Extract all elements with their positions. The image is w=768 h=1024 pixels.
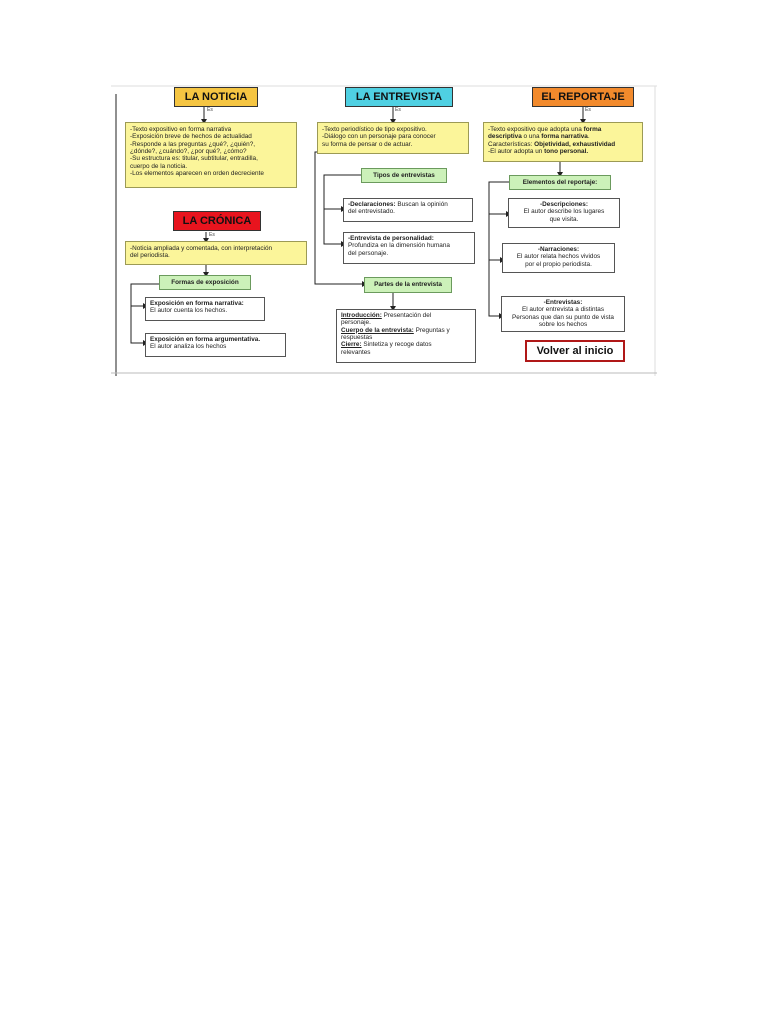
personalidad-text: Profundiza en la dimensión humana	[348, 242, 450, 250]
noticia-line: -Los elementos aparecen en orden decreciente	[130, 170, 264, 178]
reportaje-narraciones-box	[502, 243, 615, 273]
declaraciones-text: Buscan la opinión	[395, 201, 448, 208]
narrativa-title: Exposición en forma narrativa:	[150, 300, 244, 307]
entrevista-line: su forma de pensar o de actuar.	[322, 140, 413, 148]
noticia-line: -Su estructura es: titular, subtitular, entradilla,	[130, 155, 258, 163]
cuerpo-text2: respuestas	[341, 334, 373, 342]
noticia-line: -Texto expositivo en forma narrativa	[130, 126, 232, 133]
entrevista-partes-label: Partes de la entrevista	[364, 277, 452, 293]
reportaje-entrevistas-box	[501, 296, 625, 332]
rep-line2c: forma narrativa	[541, 133, 588, 141]
entrevistas-text: El autor entrevista a distintas	[521, 306, 605, 314]
reportaje-es-label: Es	[585, 107, 591, 113]
personalidad-title: -Entrevista de personalidad:	[348, 235, 434, 242]
reportaje-elementos-label: Elementos del reportaje:	[509, 175, 611, 190]
cierre-title: Cierre:	[341, 341, 362, 349]
cronica-argumentativa-box	[145, 333, 286, 357]
cronica-narrativa-box	[145, 297, 265, 321]
entrevistas-text2: Personas que dan su punto de vista	[512, 313, 614, 321]
noticia-line: -Exposición breve de hechos de actualidad	[130, 133, 252, 141]
cronica-line: del periodista.	[130, 252, 170, 260]
rep-line3a: Características:	[488, 140, 535, 148]
entrevista-title: LA ENTREVISTA	[345, 87, 453, 107]
reportaje-title: EL REPORTAJE	[532, 87, 634, 107]
argumentativa-title: Exposición en forma argumentativa.	[150, 336, 261, 343]
reportaje-description	[483, 122, 643, 162]
descripciones-title: -Descripciones:	[540, 201, 588, 208]
cierre-text2: relevantes	[341, 348, 371, 356]
narraciones-title: -Narraciones:	[537, 246, 580, 253]
entrevistas-text3: sobre los hechos	[538, 321, 588, 329]
entrevista-line: -Texto periodístico de tipo expositivo.	[322, 126, 427, 133]
entrevista-partes-box	[336, 309, 476, 363]
cuerpo-title: Cuerpo de la entrevista:	[341, 326, 414, 334]
entrevista-es-label: Es	[395, 107, 401, 113]
concept-map	[111, 84, 657, 376]
argumentativa-text: El autor analiza los hechos	[150, 343, 227, 351]
declaraciones-text2: del entrevistado.	[348, 208, 395, 216]
cierre-text: Sintetiza y recoge datos	[361, 341, 432, 349]
entrevistas-title: -Entrevistas:	[543, 299, 583, 306]
noticia-title: LA NOTICIA	[174, 87, 258, 107]
intro-title: Introducción:	[341, 312, 382, 319]
noticia-line: -Responde a las preguntas ¿qué?, ¿quién?,	[130, 140, 256, 148]
reportaje-descripciones-box	[508, 198, 620, 228]
cronica-formas-label: Formas de exposición	[159, 275, 251, 290]
rep-line1a: -Texto expositivo que adopta una	[488, 126, 584, 133]
entrevista-declaraciones-box	[343, 198, 473, 222]
intro-text2: personaje.	[341, 319, 371, 327]
declaraciones-title: -Declaraciones:	[348, 201, 396, 208]
personalidad-text2: del personaje.	[348, 249, 389, 257]
intro-text: Presentación del	[381, 312, 432, 319]
rep-line1b: forma	[583, 126, 602, 133]
cuerpo-text: Preguntas y	[413, 326, 450, 334]
cronica-line: -Noticia ampliada y comentada, con interpretación	[130, 245, 273, 252]
cronica-es-label: Es	[209, 232, 215, 238]
entrevista-line: -Diálogo con un personaje para conocer	[322, 133, 436, 141]
narraciones-text2: por el propio periodista.	[525, 260, 592, 268]
cronica-description	[125, 241, 307, 265]
descripciones-text: El autor describe los lugares	[523, 208, 605, 216]
descripciones-text2: que visita.	[549, 215, 579, 223]
noticia-description	[125, 122, 297, 188]
rep-line2b: o una	[521, 133, 542, 141]
narraciones-text: El autor relata hechos vividos	[516, 253, 601, 261]
entrevista-description	[317, 122, 469, 154]
rep-line2d: .	[587, 133, 590, 141]
rep-line4b: tono personal.	[544, 148, 589, 156]
cronica-title: LA CRÓNICA	[173, 211, 261, 231]
noticia-es-label: Es	[207, 107, 213, 113]
noticia-line: ¿dónde?, ¿cuándo?, ¿por qué?, ¿cómo?	[130, 148, 247, 156]
rep-line2a: descriptiva	[488, 133, 522, 141]
rep-line4a: -El autor adopta un	[488, 148, 545, 156]
narrativa-text: El autor cuenta los hechos.	[150, 307, 228, 315]
rep-line3b: Objetividad, exhaustividad	[534, 140, 616, 148]
noticia-line: cuerpo de la noticia.	[130, 162, 188, 170]
volver-al-inicio-button[interactable]: Volver al inicio	[525, 340, 625, 362]
entrevista-personalidad-box	[343, 232, 475, 264]
entrevista-tipos-label: Tipos de entrevistas	[361, 168, 447, 183]
